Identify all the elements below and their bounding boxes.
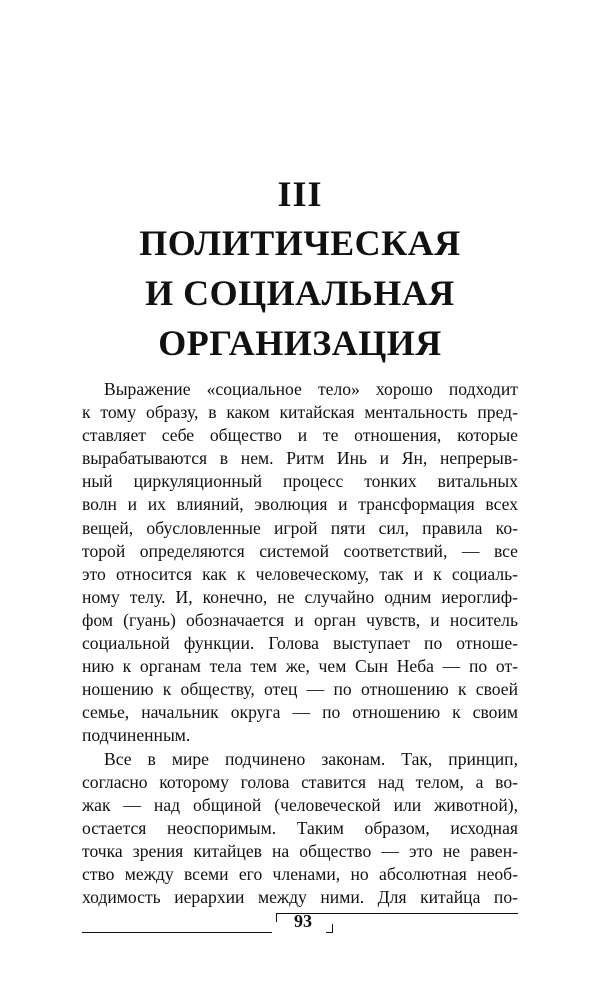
paragraph-1-line: к тому образу, в каком китайская ментальность пред- bbox=[82, 402, 518, 423]
footer-rule-left bbox=[82, 932, 272, 933]
paragraph-1-line: социальной функции. Голова выступает по отноше- bbox=[82, 633, 518, 654]
paragraph-1-line: фом (гуань) обозначается и орган чувств, и носитель bbox=[82, 609, 518, 630]
paragraph-2-line: согласно которому голова ставится над телом, а во- bbox=[82, 771, 518, 792]
body-text bbox=[82, 378, 518, 909]
chapter-title-line-3: ОРГАНИЗАЦИЯ bbox=[158, 323, 442, 363]
paragraph-1-line: ный циркуляционный процесс тонких витальных bbox=[82, 471, 518, 492]
paragraph-1-line: ному телу. И, конечно, не случайно одним иероглиф- bbox=[82, 586, 518, 607]
paragraph-2-line: ство между всеми его членами, но абсолютная необ- bbox=[82, 863, 518, 884]
paragraph-1-line: волн и их влияний, эволюция и трансформация всех bbox=[82, 494, 518, 515]
paragraph-1-line: Выражение «социальное тело» хорошо подходит bbox=[104, 379, 518, 399]
paragraph-1-line: подчиненным. bbox=[82, 725, 191, 746]
chapter-title-line-1: ПОЛИТИЧЕСКАЯ bbox=[139, 223, 461, 263]
paragraph-1-line: ставляет себе общество и те отношения, которые bbox=[82, 425, 518, 446]
paragraph-2-line: остается неоспоримым. Таким образом, исходная bbox=[82, 817, 518, 838]
paragraph-1-line: вырабатываются в нем. Ритм Инь и Ян, непрерыв- bbox=[82, 448, 518, 469]
paragraph-1-line: ношению к обществу, отец — по отношению к своей bbox=[82, 679, 518, 700]
page-number: 93 bbox=[294, 911, 312, 931]
page-footer bbox=[82, 906, 518, 936]
paragraph-2-line: ходимость иерархии между ними. Для китайца по- bbox=[82, 887, 518, 908]
paragraph-1-line: торой определяются системой соответствий, — все bbox=[82, 540, 518, 561]
paragraph-1-line: вещей, обусловленные игрой пяти сил, правила ко- bbox=[82, 517, 518, 538]
paragraph-1-line: семье, начальник округа — по отношению к своим bbox=[82, 702, 518, 723]
paragraph-2-line: точка зрения китайцев на общество — это не равен- bbox=[82, 840, 518, 861]
paragraph-2-line: Все в мире подчинено законам. Так, принцип, bbox=[104, 748, 518, 769]
paragraph-1-line: это относится как к человеческому, так и к социаль- bbox=[82, 563, 518, 584]
paragraph-1-line: нию к органам тела тем же, чем Сын Неба — по от- bbox=[82, 656, 518, 677]
chapter-number: III bbox=[277, 174, 323, 214]
paragraph-2-line: жак — над общиной (человеческой или животной), bbox=[82, 794, 518, 815]
page-number-bracket-close bbox=[326, 924, 333, 933]
chapter-title-line-2: И СОЦИАЛЬНАЯ bbox=[145, 273, 455, 313]
chapter-heading bbox=[0, 170, 600, 368]
